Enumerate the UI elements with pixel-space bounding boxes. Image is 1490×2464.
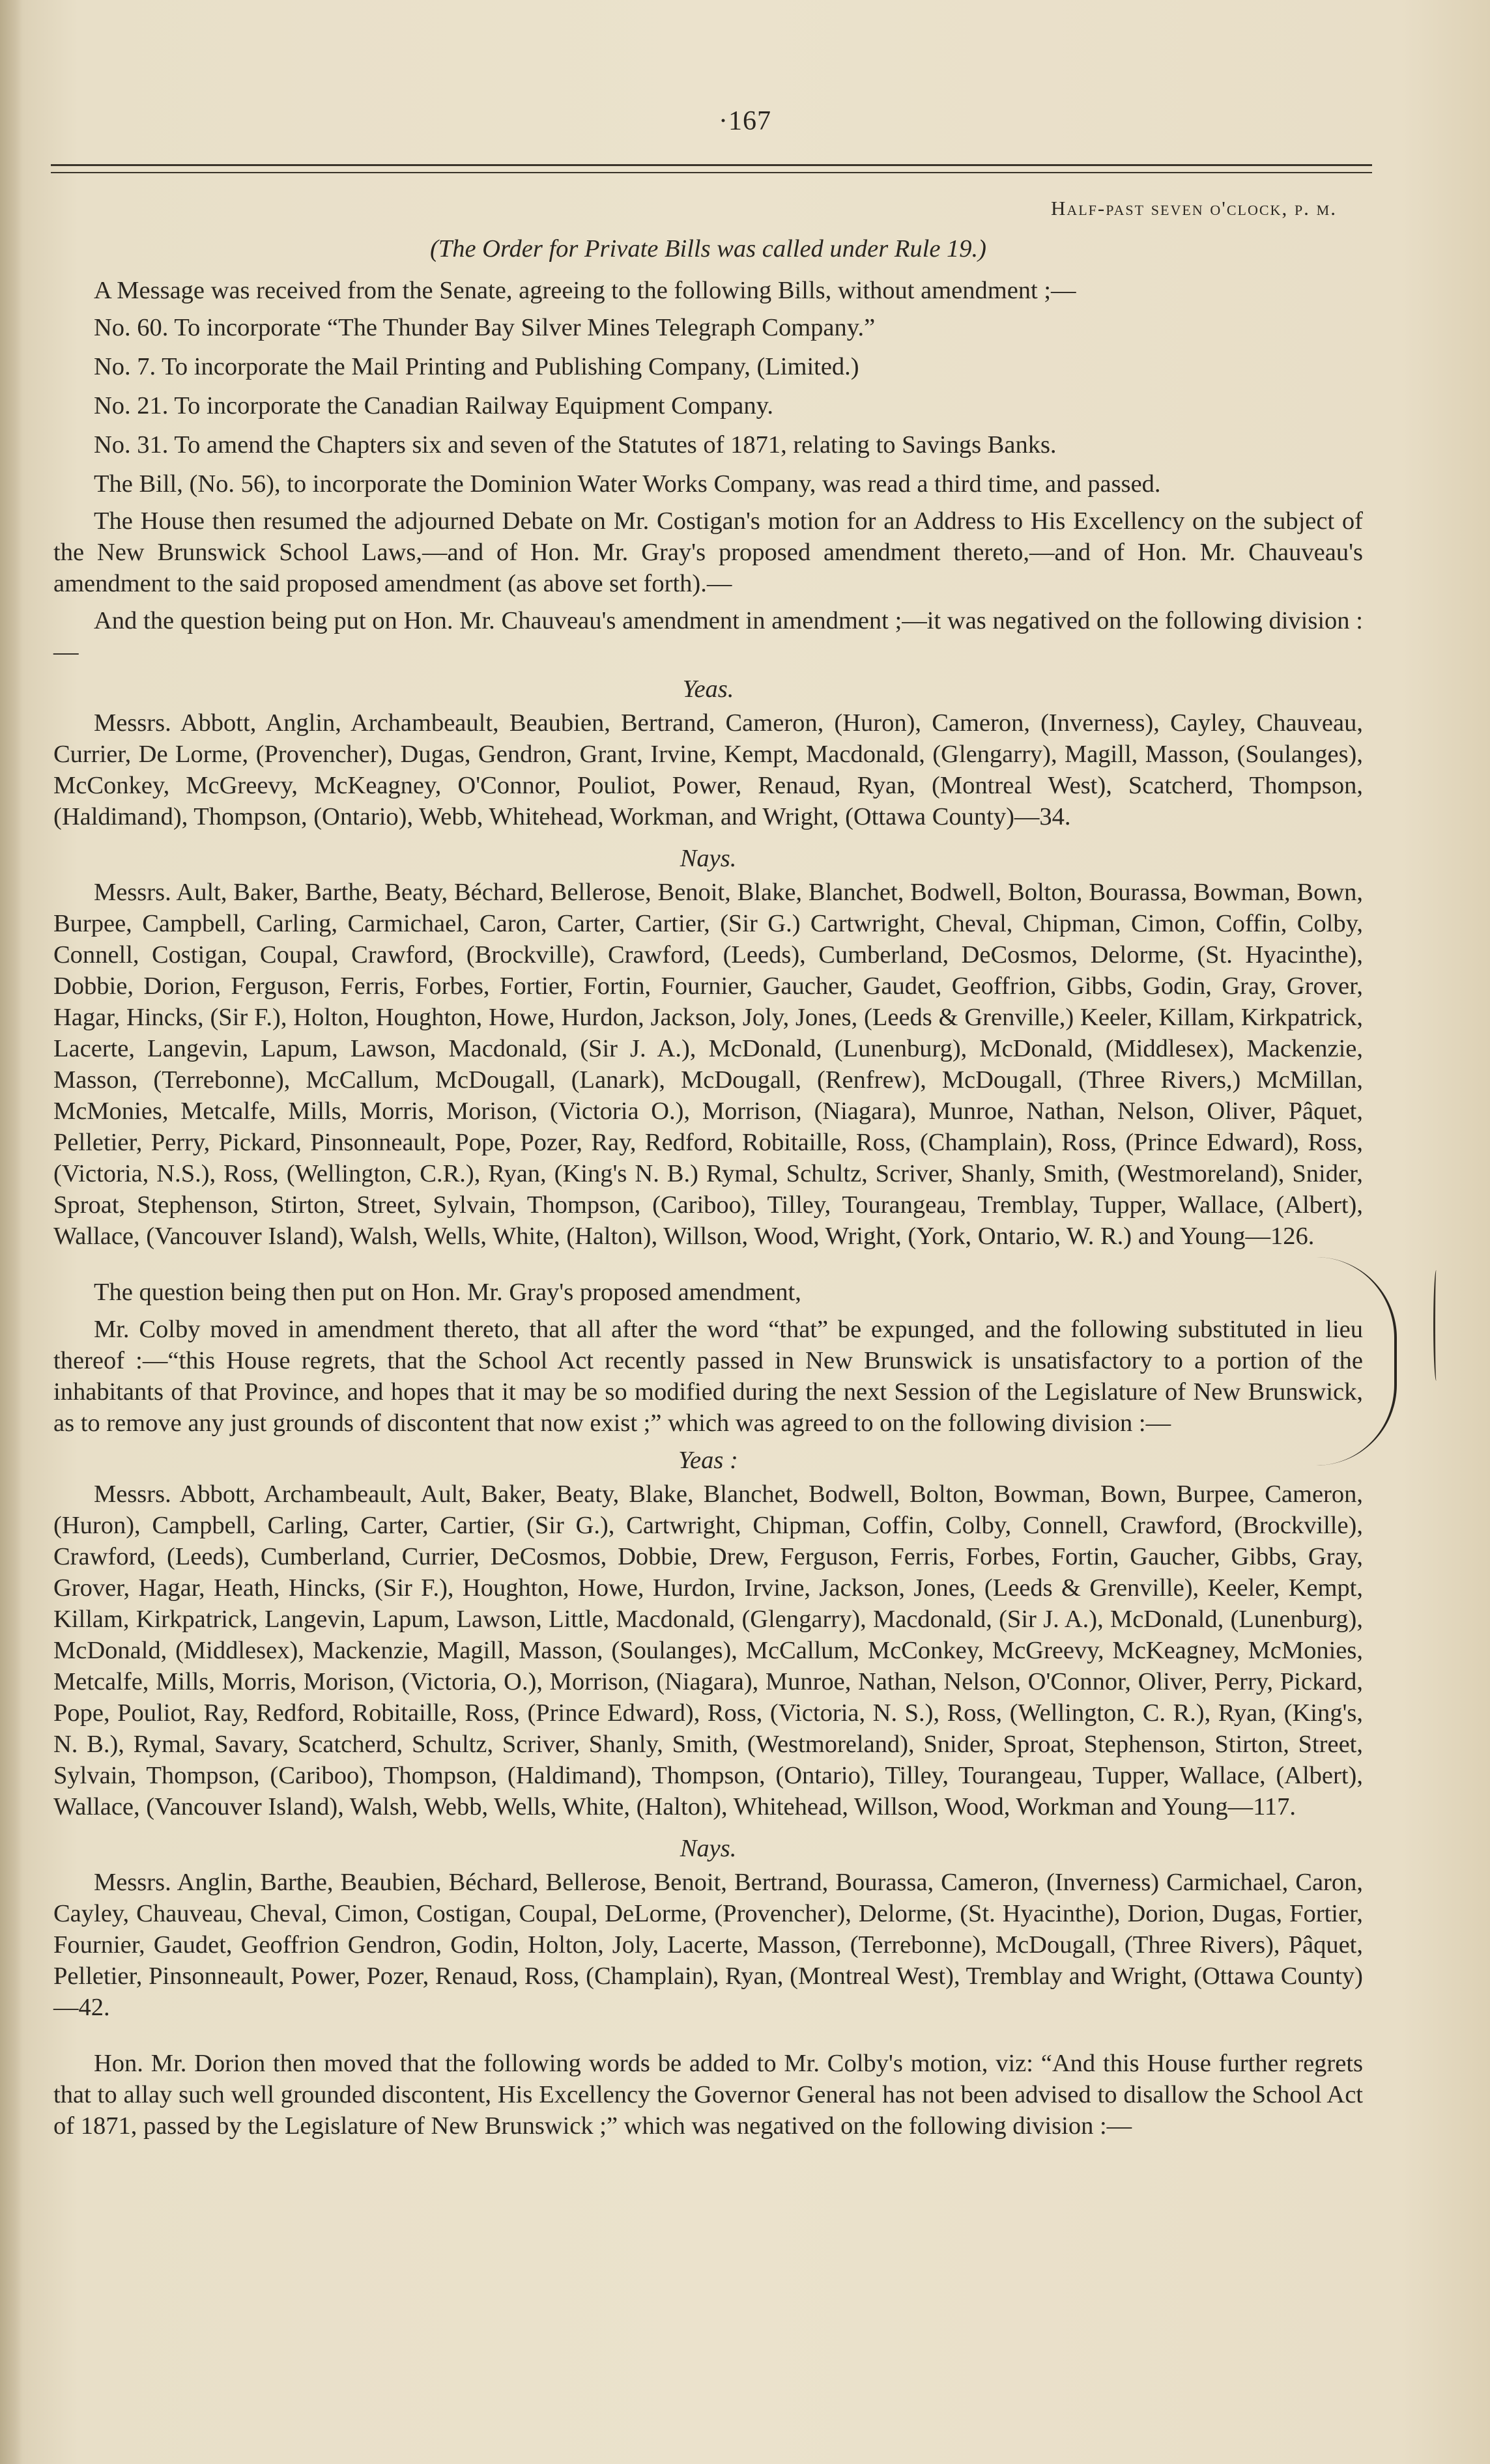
bill-56-passed: The Bill, (No. 56), to incorporate the Dominion Water Works Company, was read a third time, and passed. <box>94 470 1161 498</box>
question-gray: The question being then put on Hon. Mr. Gray's proposed amendment, <box>94 1279 801 1306</box>
bill-31: No. 31. To amend the Chapters six and seven of the Statutes of 1871, relating to Savings Banks. <box>94 431 1057 459</box>
question-chauveau: And the question being put on Hon. Mr. Chauveau's amendment in amendment ;—it was negatived on the following division :— <box>53 607 1363 666</box>
header-rule-thick <box>51 164 1372 166</box>
section-gap <box>53 2033 1363 2048</box>
page-binding-shadow <box>0 0 22 2464</box>
journal-body <box>53 188 1363 2147</box>
division-2-yeas-list: Messrs. Abbott, Archambeault, Ault, Baker, Beaty, Blake, Blanchet, Bodwell, Bolton, Bowman, Bown, Burpee, Cameron, (Huron), Campbell, Carling, Carter, Cartier, (Sir G.), Cartwright, Chipman, Coffin, Colby, Connell, Crawford, (Brockville), Crawford, (Leeds), Cumberland, Currier, DeCosmos, Dobbie, Drew, Ferguson, Ferris, Forbes, Fortin, Gaucher, Gibbs, Gray, Grover, Hagar, Heath, Hincks, (Sir F.), Houghton, Howe, Hurdon, Irvine, Jackson, Jones, (Leeds & Grenville), Keeler, Kempt, Killam, Kirkpatrick, Langevin, Lapum, Lawson, Little, Macdonald, (Glengarry), Macdonald, (Sir J. A.), McDonald, (Lunenburg), McDonald, (Middlesex), Mackenzie, Magill, Masson, (Soulanges), McCallum, McConkey, McGreevy, McKeagney, McMonies, Metcalfe, Mills, Morris, Morison, (Victoria, O.), Morrison, (Niagara), Munroe, Nathan, Nelson, O'Connor, Oliver, Perry, Pickard, Pope, Pouliot, Ray, Redford, Robitaille, Ross, (Prince Edward), Ross, (Victoria, N. S.), Ross, (Wellington, C. R.), Ryan, (King's, N. B.), Rymal, Savary, Scatcherd, Schultz, Scriver, Shanly, Smith, (Westmoreland), Snider, Sproat, Stephenson, Stirton, Street, Sylvain, Thompson, (Cariboo), Thompson, (Haldimand), Thompson, (Ontario), Tilley, Tourangeau, Tupper, Wallace, (Albert), Wallace, (Vancouver Island), Walsh, Webb, Wells, White, (Halton), Whitehead, Willson, Wood, Workman and Young—117. <box>53 1480 1363 1820</box>
division-1-yeas-list: Messrs. Abbott, Anglin, Archambeault, Beaubien, Bertrand, Cameron, (Huron), Cameron, (Inverness), Cayley, Chauveau, Currier, De Lorme, (Provencher), Dugas, Gendron, Grant, Irvine, Kempt, Macdonald, (Glengarry), Magill, Masson, (Soulanges), McConkey, McGreevy, McKeagney, O'Connor, Pouliot, Power, Renaud, Ryan, (Montreal West), Scatcherd, Thompson, (Haldimand), Thompson, (Ontario), Webb, Whitehead, Workman, and Wright, (Ottawa County)—34. <box>53 709 1363 830</box>
division-2-yeas-heading: Yeas : <box>678 1447 738 1474</box>
header-rule-thin <box>51 172 1372 173</box>
division-1-yeas-heading: Yeas. <box>682 675 734 703</box>
division-1-nays-heading: Nays. <box>680 845 737 872</box>
page-number: ·167 <box>719 106 771 136</box>
sitting-time: Half-past seven o'clock, p. m. <box>1050 197 1337 219</box>
division-2-nays-heading: Nays. <box>680 1835 737 1862</box>
division-1-nays-list: Messrs. Ault, Baker, Barthe, Beaty, Béchard, Bellerose, Benoit, Blake, Blanchet, Bodwell, Bolton, Bourassa, Bowman, Bown, Burpee, Campbell, Carling, Carmichael, Caron, Carter, Cartier, (Sir G.) Cartwright, Cheval, Chipman, Cimon, Coffin, Colby, Connell, Costigan, Coupal, Crawford, (Brockville), Crawford, (Leeds), Cumberland, DeCosmos, Delorme, (St. Hyacinthe), Dobbie, Dorion, Ferguson, Ferris, Forbes, Fortier, Fortin, Fournier, Gaucher, Gaudet, Geoffrion, Gibbs, Godin, Gray, Grover, Hagar, Hincks, (Sir F.), Holton, Houghton, Howe, Hurdon, Jackson, Joly, Jones, (Leeds & Grenville,) Keeler, Killam, Kirkpatrick, Lacerte, Langevin, Lapum, Lawson, Macdonald, (Sir J. A.), McDonald, (Lunenburg), McDonald, (Middlesex), Mackenzie, Masson, (Terrebonne), McCallum, McDougall, (Lanark), McDougall, (Renfrew), McDougall, (Three Rivers,) McMillan, McMonies, Metcalfe, Mills, Morris, Morison, (Victoria O.), Morrison, (Niagara), Munroe, Nathan, Nelson, Oliver, Pâquet, Pelletier, Perry, Pickard, Pinsonneault, Pope, Pozer, Ray, Redford, Robitaille, Ross, (Champlain), Ross, (Prince Edward), Ross, (Victoria, N.S.), Ross, (Wellington, C.R.), Ryan, (King's N. B.) Rymal, Schultz, Scriver, Shanly, Smith, (Westmoreland), Snider, Sproat, Stephenson, Stirton, Street, Sylvain, Thompson, (Cariboo), Tilley, Tourangeau, Tremblay, Tupper, Wallace, (Albert), Wallace, (Vancouver Island), Walsh, Wells, White, (Halton), Willson, Wood, Wright, (York, Ontario, W. R.) and Young—126. <box>53 879 1363 1250</box>
colby-motion: Mr. Colby moved in amendment thereto, that all after the word “that” be expunged, and the following substituted in lieu thereof :—“this House regrets, that the School Act recently passed in New Brunswick is unsatisfactory to a portion of the inhabitants of that Province, and hopes that it may be so modified during the next Session of the Legislature of New Brunswick, as to remove any just grounds of discontent that now exist ;” which was agreed to on the following division :— <box>53 1316 1363 1437</box>
margin-pencil-mark <box>1433 1270 1439 1381</box>
order-note: (The Order for Private Bills was called under Rule 19.) <box>429 235 986 262</box>
bill-60: No. 60. To incorporate “The Thunder Bay Silver Mines Telegraph Company.” <box>94 314 876 341</box>
bill-7: No. 7. To incorporate the Mail Printing and Publishing Company, (Limited.) <box>94 353 859 380</box>
section-gap <box>53 1262 1363 1277</box>
bill-21: No. 21. To incorporate the Canadian Railway Equipment Company. <box>94 392 773 419</box>
dorion-motion: Hon. Mr. Dorion then moved that the following words be added to Mr. Colby's motion, viz: “And this House further regrets that to allay such well grounded discontent, His Excellency the Governor General has not been advised to disallow the School Act of 1871, passed by the Legislature of New Brunswick ;” which was negatived on the following division :— <box>53 2050 1363 2140</box>
senate-message: A Message was received from the Senate, agreeing to the following Bills, without amendment ;— <box>94 277 1076 304</box>
division-2-nays-list: Messrs. Anglin, Barthe, Beaubien, Béchard, Bellerose, Benoit, Bertrand, Bourassa, Cameron, (Inverness) Carmichael, Caron, Cayley, Chauveau, Cheval, Cimon, Costigan, Coupal, DeLorme, (Provencher), Delorme, (St. Hyacinthe), Dorion, Dugas, Fortier, Fournier, Gaudet, Geoffrion Gendron, Godin, Holton, Joly, Lacerte, Masson, (Terrebonne), McDougall, (Three Rivers), Pâquet, Pelletier, Pinsonneault, Power, Pozer, Renaud, Ross, (Champlain), Ryan, (Montreal West), Tremblay and Wright, (Ottawa County)—42. <box>53 1869 1363 2021</box>
margin-bracket-mark <box>1316 1257 1397 1466</box>
debate-resumed: The House then resumed the adjourned Debate on Mr. Costigan's motion for an Address to His Excellency on the subject of the New Brunswick School Laws,—and of Hon. Mr. Gray's proposed amendment thereto,—and of Hon. Mr. Chauveau's amendment to the said proposed amendment (as above set forth).— <box>53 507 1363 597</box>
